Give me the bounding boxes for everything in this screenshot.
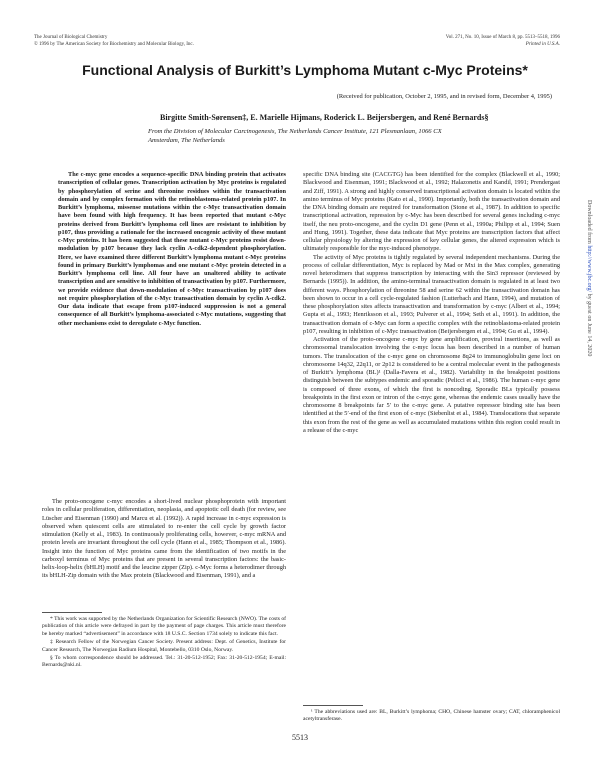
author-list: Birgitte Smith-Sørensen‡, E. Marielle Hijmans, Roderick L. Beijersbergen, and René Bernards§ <box>160 113 489 122</box>
journal-header <box>34 34 194 48</box>
footnote-divider <box>42 612 102 613</box>
body-column-left <box>42 498 286 581</box>
paragraph: specific DNA binding site (CACGTG) has been identified for the complex (Blackwell et al., 1990; Blackwood and Eisenman, 1991; Blackwood et al., 1992; Halazonetis and Kandil, 1991; Prendergast and Ziff, 1991). A strong and highly conserved transcriptional activation domain is located within the amino terminus of Myc proteins (Kato et al., 1990). Importantly, both the transactivation domain and the DNA binding domain are required for transformation (Stone et al., 1987). In addition to specific transcriptional activation, repression by c-Myc has been described for several genes including c-myc itself, the neu proto-oncogene, and the cyclin D1 gene (Penn et al., 1990a; Philipp et al., 1994; Suen and Hung, 1991). Together, these data indicate that Myc proteins are transcription factors that affect cellular physiology by altering the expression of key cellular genes, the altered expression which is ultimately responsible for the myc-induced phenotype. <box>303 171 560 253</box>
download-suffix: by guest on June 14, 2020 <box>586 292 592 357</box>
journal-name: The Journal of Biological Chemistry <box>34 35 108 40</box>
copyright-line: © 1996 by The American Society for Biochemistry and Molecular Biology, Inc. <box>34 42 194 47</box>
article-title: Functional Analysis of Burkitt’s Lymphoma Mutant c-Myc Proteins* <box>82 62 528 78</box>
paragraph: The proto-oncogene c-myc encodes a short-lived nuclear phosphoprotein with important roles in cellular proliferation, differentiation, neoplasia, and apoptotic cell death (for review, see Lüscher and Eisenman (1990) and Marcu et al. (1992)). A rapid increase in c-myc expression is observed when quiescent cells are stimulated to re-enter the cell cycle by growth factor stimulation (Kelly et al., 1983). In continuously proliferating cells, however, c-myc mRNA and protein levels are invariant throughout the cell cycle (Hann et al., 1985; Thompson et al., 1986). Insight into the function of Myc proteins came from the identification of two motifs in the carboxyl terminus of Myc proteins that are present in several transcription factors: the basic-helix-loop-helix (bHLH) motif and the leucine zipper (Zip). c-Myc forms a heterodimer through its bHLH-Zip domain with the Max protein (Blackwood and Eisenman, 1991), and a <box>42 498 286 580</box>
footnotes-left <box>42 616 286 671</box>
footnote-divider <box>303 705 363 706</box>
issue-info: Vol. 271, No. 10, Issue of March 8, pp. 5513–5518, 1996 <box>445 35 560 40</box>
footnote-fellowship: ‡ Research Fellow of the Norwegian Cancer Society. Present address: Dept. of Genetics, Institute for Cancer Research, The Norwegian Radium Hospital, Montebello, 0310 Oslo, Norway. <box>42 639 286 653</box>
body-column-right <box>303 171 560 435</box>
received-dates: (Received for publication, October 2, 1995, and in revised form, December 4, 1995) <box>336 93 552 100</box>
footnote-correspondence: § To whom correspondence should be addressed. Tel.: 31-20-512-1952; Fax: 31-20-512-1954; E-mail: Bernards@nki.nl. <box>42 655 286 669</box>
affiliation: From the Division of Molecular Carcinogenesis, The Netherlands Cancer Institute, 121 Plesmanlaan, 1066 CX Amsterdam, The Netherlands <box>148 128 442 144</box>
footnote-abbreviations: ¹ The abbreviations used are: BL, Burkitt’s lymphoma; CHO, Chinese hamster ovary; CAT, chloramphenicol acetyltransferase. <box>303 709 560 723</box>
paragraph: Activation of the proto-oncogene c-myc by gene amplification, proviral insertions, as well as chromosomal translocation involving the c-myc locus has been described in a number of human tumors. The translocation of the c-myc gene on chromosome 8q24 to immunoglobulin gene loci on chromosome 14q32, 22q11, or 2p12 is considered to be a central molecular event in the pathogenesis of Burkitt’s lymphoma (BL)¹ (Dalla-Favera et al., 1982). Variability in the breakpoint positions distinguish between the subtypes endemic and sporadic (Pelicci et al., 1986). The human c-myc gene is composed of three exons, of which the first is noncoding. Sporadic BLs typically possess breakpoints in the first exon or intron of the c-myc gene, whereas the endemic cases usually have the chromosome 8 breakpoints far 5′ to the c-myc gene. A putative repressor binding site has been identified at the 5′-end of the first exon of c-myc (Siebenlist et al., 1984). Translocations that separate this exon from the rest of the gene as well as accumulated mutations within this region could result in a release of the c-myc <box>303 336 560 434</box>
issue-header <box>446 34 560 48</box>
download-prefix: Downloaded from <box>586 200 592 246</box>
abstract: The c-myc gene encodes a sequence-specific DNA binding protein that activates transcription of cellular genes. Transcription activation by Myc proteins is regulated by phosphorylation of serine and threonine residues within the transactivation domain and by complex formation with the retinoblastoma-related protein p107. In Burkitt’s lymphoma, missense mutations within the c-Myc transactivation domain have been found with high frequency. It has been reported that mutant c-Myc proteins derived from Burkitt’s lymphoma cell lines are resistant to inhibition by p107, thus providing a rationale for the increased oncogenic activity of these mutant c-Myc proteins. It has been suggested that these mutant c-Myc proteins resist down-modulation by p107 because they lack cyclin A-cdk2-dependent phosphorylation. Here, we have examined three different Burkitt’s lymphoma mutant c-Myc proteins found in primary Burkitt’s lymphomas and one mutant c-Myc protein detected in a Burkitt’s lymphoma cell line. All four have an unaltered ability to activate transcription and are sensitive to inhibition of transactivation by p107. Furthermore, we provide evidence that down-modulation of c-Myc transactivation by p107 does not require phosphorylation of the c-Myc transactivation domain by cyclin A-cdk2. Our data indicate that escape from p107-induced suppression is not a general consequence of all Burkitt’s lymphoma-associated c-Myc mutations, suggesting that other mechanisms exist to deregulate c-Myc function. <box>58 171 286 327</box>
download-link[interactable]: http://www.jbc.org/ <box>586 245 592 293</box>
paragraph: The activity of Myc proteins is tightly regulated by several independent mechanisms. During the process of cellular differentiation, Myc is replaced by Mad or Mxi in the Max complex, generating novel heterodimers that suppress transcription by interacting with the Sin3 repressor (reviewed by Bernards (1995)). In addition, the amino-terminal transactivation domain is regulated in at least two different ways. Phosphorylation of threonine 58 and serine 62 within the transactivation domain has been shown to occur in a cell cycle-regulated fashion (Lutterbach and Hann, 1994), and mutation of these phosphorylation sites affects transactivation and transformation by c-myc (Albert et al., 1994; Gupta et al., 1993; Henriksson et al., 1993; Pulverer et al., 1994; Seth et al., 1991). In addition, the transactivation domain of c-Myc can form a specific complex with the retinoblastoma-related protein p107, resulting in inhibition of c-Myc transactivation (Beijersbergen et al., 1994; Gu et al., 1994). <box>303 253 560 335</box>
download-watermark <box>584 200 594 620</box>
printed-in: Printed in U.S.A. <box>525 42 560 47</box>
page-number: 5513 <box>292 733 308 742</box>
footnote-funding: * This work was supported by the Netherlands Organization for Scientific Research (NWO). The costs of publication of this article were defrayed in part by the payment of page charges. This article must therefore be hereby marked “advertisement” in accordance with 18 U.S.C. Section 1734 solely to indicate this fact. <box>42 616 286 637</box>
download-watermark-text <box>586 200 592 356</box>
